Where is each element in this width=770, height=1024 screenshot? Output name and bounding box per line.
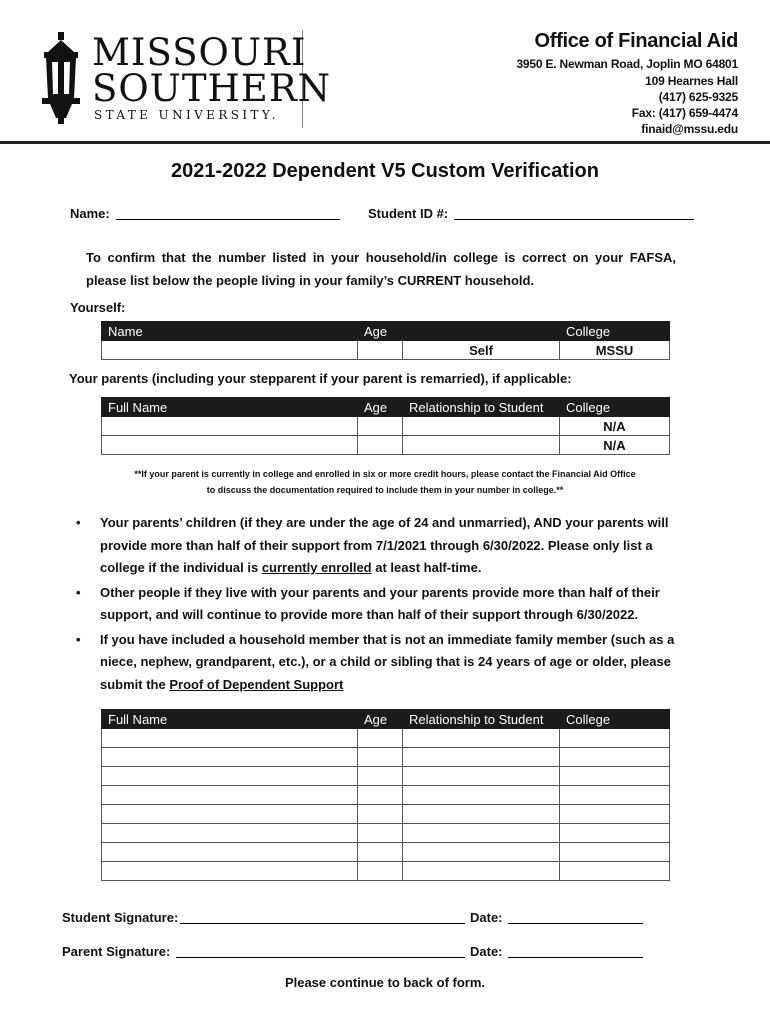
table-row [102, 341, 670, 360]
list-item: • Other people if they live with your parents and your parents provide more than half of their support, and will continue to provide more than half of their support through 6/30/2022. [70, 582, 690, 627]
bullet-icon: • [76, 631, 81, 647]
header-divider [0, 141, 770, 144]
table-row [102, 824, 670, 843]
table-row [102, 786, 670, 805]
student-signature-label: Student Signature: [62, 910, 179, 925]
parents-heading: Your parents (including your stepparent if your parent is remarried), if applicable: [69, 371, 572, 386]
col-full-name: Full Name [102, 710, 358, 729]
cell-age[interactable] [358, 341, 403, 360]
yourself-heading: Yourself: [70, 300, 126, 315]
cell-age[interactable] [358, 436, 403, 455]
instructions-list [70, 512, 690, 696]
student-date-field[interactable] [508, 909, 643, 924]
name-label: Name: [70, 206, 110, 221]
office-address: 3950 E. Newman Road, Joplin MO 64801 [516, 57, 738, 71]
table-row [102, 862, 670, 881]
col-name: Name [102, 322, 358, 341]
office-fax: Fax: (417) 659-4474 [631, 106, 738, 120]
cell-age[interactable] [358, 417, 403, 436]
cell-name[interactable] [102, 436, 358, 455]
logo-line3: STATE UNIVERSITY. [94, 108, 279, 122]
list-item: • If you have included a household member that is not an immediate family member (such as a niece, nephew, grandparent, etc.), or a child or sibling that is 24 years of age or older, please submit the Proof of Dependent Support [70, 629, 690, 697]
student-signature-field[interactable] [180, 909, 465, 924]
col-college: College [560, 398, 670, 417]
table-row [102, 729, 670, 748]
logo-line2: SOUTHERN [92, 67, 332, 110]
col-age: Age [358, 398, 403, 417]
parents-note-line1: **If your parent is currently in college and enrolled in six or more credit hours, please contact the Financial Aid Office [134, 469, 636, 479]
student-id-field[interactable] [454, 205, 694, 220]
col-full-name: Full Name [102, 398, 358, 417]
lamp-icon [36, 32, 86, 124]
student-id-label: Student ID #: [368, 206, 449, 221]
col-age: Age [358, 710, 403, 729]
table-row [102, 767, 670, 786]
col-blank [403, 322, 560, 341]
table-row [102, 436, 670, 455]
cell-college: N/A [560, 436, 670, 455]
col-college: College [560, 710, 670, 729]
list-item: • Your parents’ children (if they are under the age of 24 and unmarried), AND your parents will provide more than half of their support from 7/1/2021 through 6/30/2022. Please only list a college if the individual is currently enrolled at least half-time. [70, 512, 690, 580]
proof-link[interactable]: Proof of Dependent Support [169, 676, 344, 692]
col-college: College [560, 322, 670, 341]
parent-signature-label: Parent Signature: [62, 944, 171, 959]
table-row [102, 843, 670, 862]
col-age: Age [358, 322, 403, 341]
table-row [102, 748, 670, 767]
logo-line1: MISSOURI [92, 31, 307, 74]
cell-relationship[interactable] [403, 417, 560, 436]
col-relationship: Relationship to Student [403, 398, 560, 417]
col-relationship: Relationship to Student [403, 710, 560, 729]
bullet-icon: • [76, 515, 81, 530]
university-logo [34, 30, 332, 128]
office-building: 109 Hearnes Hall [645, 74, 738, 88]
office-phone: (417) 625-9325 [658, 90, 738, 104]
parents-note-line2: to discuss the documentation required to include them in your number in college.** [206, 485, 564, 495]
name-field[interactable] [116, 205, 340, 220]
household-table [101, 709, 670, 881]
student-date-label: Date: [470, 910, 503, 925]
cell-name[interactable] [102, 341, 358, 360]
bullet-icon: • [76, 584, 81, 600]
parent-date-label: Date: [470, 944, 503, 959]
parent-date-field[interactable] [508, 943, 643, 958]
cell-relationship[interactable] [403, 436, 560, 455]
table-row [102, 417, 670, 436]
cell-name[interactable] [102, 417, 358, 436]
footer-note: Please continue to back of form. [284, 975, 486, 990]
cell-relationship: Self [403, 341, 560, 360]
form-title: 2021-2022 Dependent V5 Custom Verification [171, 160, 599, 182]
cell-college: MSSU [560, 341, 670, 360]
parents-table [101, 397, 670, 455]
table-row [102, 805, 670, 824]
parent-signature-field[interactable] [176, 943, 465, 958]
office-email[interactable]: finaid@mssu.edu [641, 122, 738, 136]
office-title: Office of Financial Aid [534, 30, 738, 52]
intro-text: To confirm that the number listed in your household/in college is correct on your FAFSA, please list below the people living in your family’s CURRENT household. [86, 250, 676, 288]
yourself-table [101, 321, 670, 360]
cell-college: N/A [560, 417, 670, 436]
